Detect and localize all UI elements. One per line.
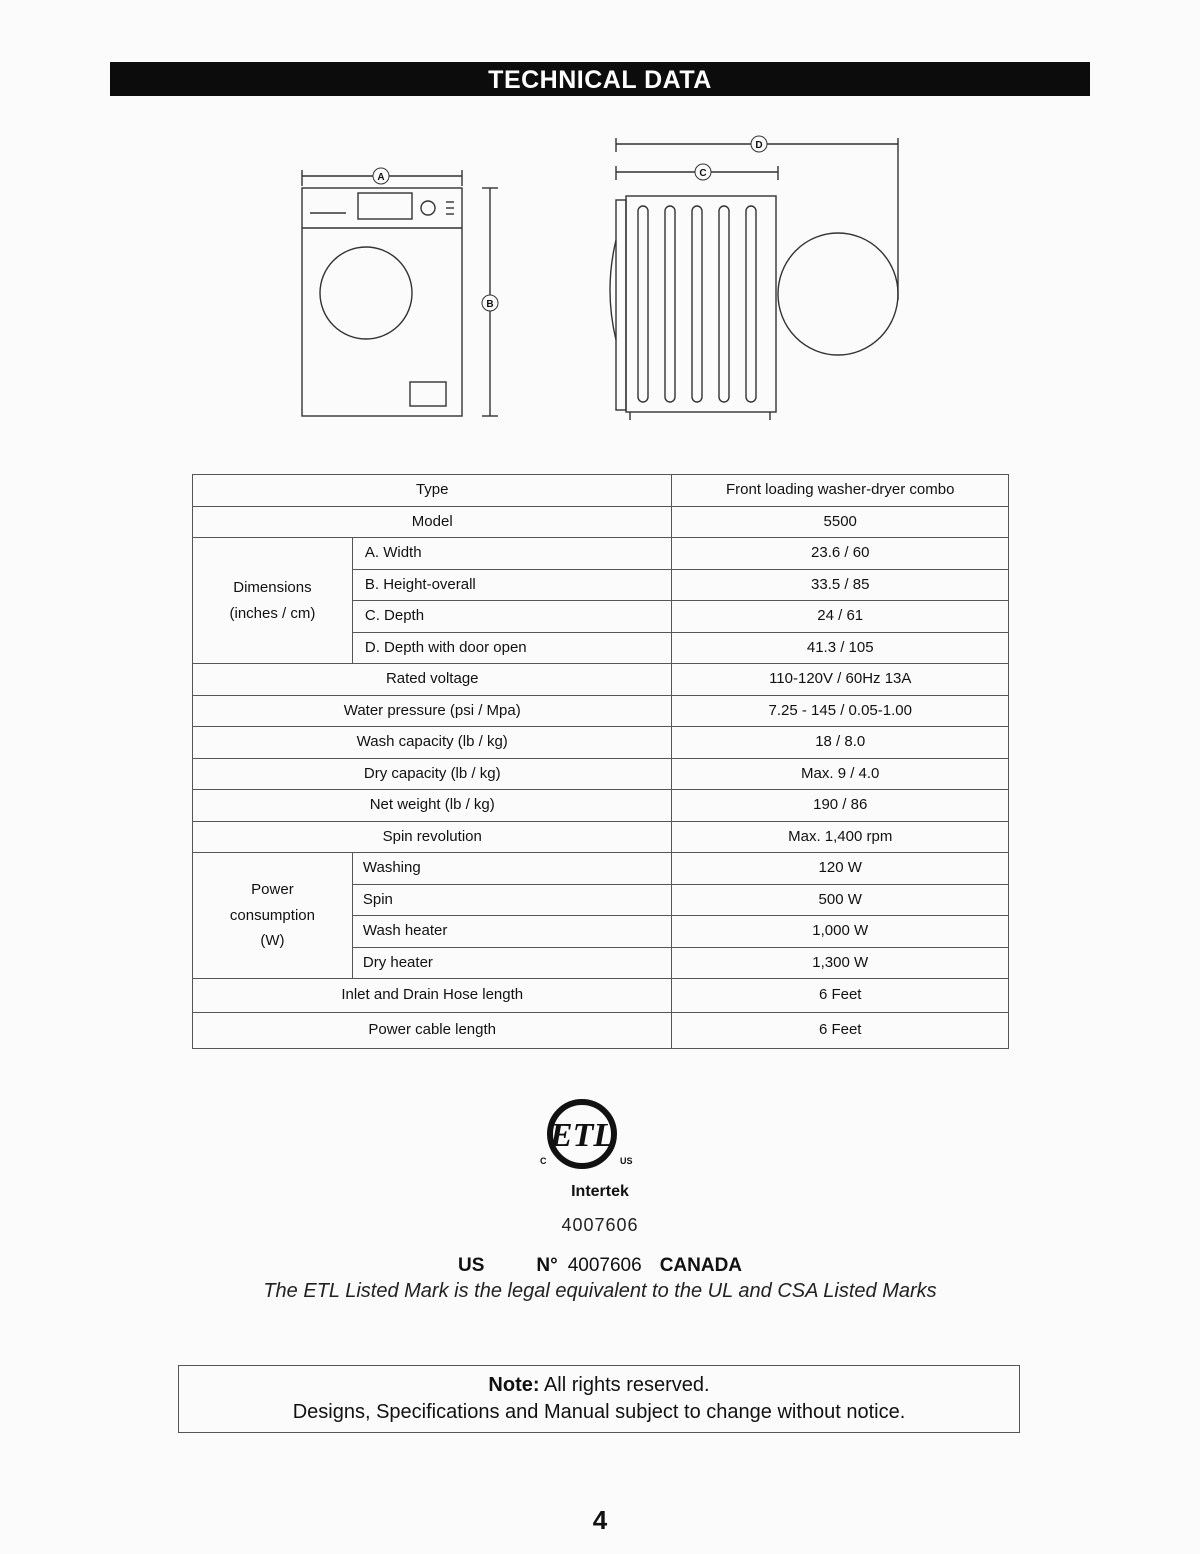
note-line2: Designs, Specifications and Manual subject to change without notice. xyxy=(292,1401,906,1423)
filter-cover xyxy=(410,382,446,406)
row-label: Washing xyxy=(352,853,672,885)
row-label: Spin revolution xyxy=(193,821,672,853)
row-value: 23.6 / 60 xyxy=(672,538,1009,570)
row-value: Max. 1,400 rpm xyxy=(672,821,1009,853)
row-value: 1,000 W xyxy=(672,916,1009,948)
page-number: 4 xyxy=(592,1505,608,1535)
table-row xyxy=(193,727,1009,759)
dimension-label-c: C xyxy=(699,168,707,179)
listing-line xyxy=(0,1255,1200,1277)
row-label: D. Depth with door open xyxy=(352,632,672,664)
row-value: 190 / 86 xyxy=(672,790,1009,822)
row-label: C. Depth xyxy=(352,601,672,633)
listing-canada: CANADA xyxy=(659,1255,743,1276)
row-value: 18 / 8.0 xyxy=(672,727,1009,759)
row-value: 110-120V / 60Hz 13A xyxy=(672,664,1009,696)
side-door-edge xyxy=(610,240,616,340)
table-row xyxy=(193,758,1009,790)
row-value: Max. 9 / 4.0 xyxy=(672,758,1009,790)
row-label: A. Width xyxy=(352,538,672,570)
listing-no-prefix: N° xyxy=(536,1255,558,1276)
etl-mark-us: US xyxy=(620,1156,633,1166)
front-door-circle xyxy=(320,247,412,339)
row-value: Front loading washer-dryer combo xyxy=(672,475,1009,507)
dimension-label-d: D xyxy=(755,140,763,151)
row-label: Spin xyxy=(352,884,672,916)
power-group-line3: (W) xyxy=(260,932,285,950)
intertek-label: Intertek xyxy=(571,1183,629,1200)
row-label: Dry heater xyxy=(352,947,672,979)
etl-equivalence-statement: The ETL Listed Mark is the legal equivalent to the UL and CSA Listed Marks xyxy=(263,1280,937,1302)
control-panel-display xyxy=(358,193,412,219)
technical-data-table xyxy=(192,474,1009,1049)
row-value: 5500 xyxy=(672,506,1009,538)
row-label: Wash heater xyxy=(352,916,672,948)
dimension-label-b: B xyxy=(486,299,494,310)
etl-mark-c: C xyxy=(540,1156,547,1166)
row-label: Inlet and Drain Hose length xyxy=(193,979,672,1013)
row-label: Wash capacity (lb / kg) xyxy=(193,727,672,759)
row-value: 33.5 / 85 xyxy=(672,569,1009,601)
row-label: Net weight (lb / kg) xyxy=(193,790,672,822)
table-row xyxy=(193,664,1009,696)
listing-us: US xyxy=(457,1255,485,1276)
table-row xyxy=(193,506,1009,538)
control-knob xyxy=(421,201,435,215)
power-group-line1: Power xyxy=(251,881,294,899)
certification-number: 4007606 xyxy=(561,1215,639,1235)
power-group-line2: consumption xyxy=(229,906,315,924)
note-label: Note: xyxy=(488,1374,540,1396)
row-value: 120 W xyxy=(672,853,1009,885)
power-group-cell xyxy=(193,853,353,979)
table-row xyxy=(193,853,1009,885)
table-row xyxy=(193,538,1009,570)
etl-listed-mark-logo xyxy=(536,1098,636,1178)
note-box xyxy=(178,1365,1020,1433)
row-label: Dry capacity (lb / kg) xyxy=(193,758,672,790)
row-value: 7.25 - 145 / 0.05-1.00 xyxy=(672,695,1009,727)
table-row xyxy=(193,695,1009,727)
dimensions-group-line2: (inches / cm) xyxy=(229,604,316,622)
table-row xyxy=(193,821,1009,853)
etl-mark-text: ETL xyxy=(549,1117,615,1154)
row-label: Type xyxy=(193,475,672,507)
dimensions-group-line1: Dimensions xyxy=(233,579,312,596)
row-value: 24 / 61 xyxy=(672,601,1009,633)
row-value: 6 Feet xyxy=(672,1013,1009,1049)
page-title: TECHNICAL DATA xyxy=(110,62,1090,96)
note-line1: All rights reserved. xyxy=(539,1374,710,1396)
washer-dimension-diagram xyxy=(0,0,1200,460)
row-label: Power cable length xyxy=(193,1013,672,1049)
row-value: 500 W xyxy=(672,884,1009,916)
listing-number: 4007606 xyxy=(567,1255,642,1276)
row-label: Water pressure (psi / Mpa) xyxy=(193,695,672,727)
open-door-circle xyxy=(778,233,898,355)
row-label: Rated voltage xyxy=(193,664,672,696)
row-label: Model xyxy=(193,506,672,538)
table-row xyxy=(193,475,1009,507)
table-row xyxy=(193,790,1009,822)
table-row xyxy=(193,1013,1009,1049)
table-row xyxy=(193,979,1009,1013)
dimension-label-a: A xyxy=(377,172,385,183)
row-label: B. Height-overall xyxy=(352,569,672,601)
row-value: 41.3 / 105 xyxy=(672,632,1009,664)
dimensions-group-cell xyxy=(193,538,353,664)
row-value: 6 Feet xyxy=(672,979,1009,1013)
row-value: 1,300 W xyxy=(672,947,1009,979)
